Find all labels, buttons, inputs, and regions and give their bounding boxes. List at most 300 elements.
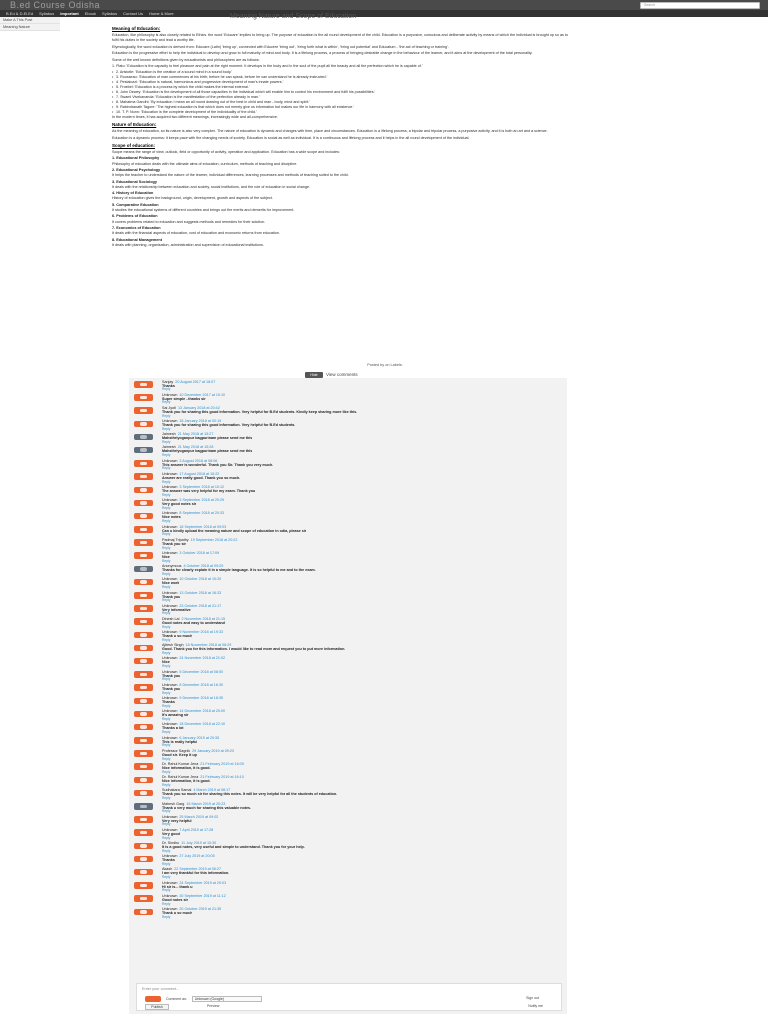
notify-me-checkbox[interactable]: Notify me bbox=[528, 1004, 543, 1008]
blogger-icon bbox=[134, 526, 153, 533]
scope-item-text: It helps the teacher to understand the nature of the learner, individual differences, learning processes and methods of teaching suited to the child. bbox=[112, 173, 349, 178]
comment-author[interactable]: Unknown bbox=[162, 893, 178, 898]
definitions-list bbox=[112, 70, 568, 115]
reply-link[interactable]: Reply bbox=[162, 624, 171, 629]
blogger-icon bbox=[134, 473, 153, 480]
user-avatar bbox=[134, 566, 153, 573]
scope-intro: Scope means the range of view, outlook, field or opportunity of activity, operation and application. Education has a wide scope and includes: bbox=[112, 149, 340, 154]
comment-text: Nice information, it is good. bbox=[162, 765, 211, 770]
comment bbox=[129, 404, 567, 417]
reply-link[interactable]: Reply bbox=[162, 782, 171, 787]
scope-item-text: It studies the educational systems of different countries and brings out the merits and demerits for improvement. bbox=[112, 207, 295, 212]
comment-date[interactable]: 3 September 2018 at 10:12 bbox=[179, 485, 225, 489]
nature-heading: Nature of Education: bbox=[112, 122, 157, 128]
scope-items bbox=[112, 156, 568, 247]
nature-paragraph: As the meaning of education, so its nature is also very complex. The nature of education is dynamic and changes with time, place and circumstances. Education is a lifelong process, a bipolar and tripolar process, a purposive activity, and it is both an art and a science. bbox=[112, 129, 548, 134]
comment-text: This is really helpful bbox=[162, 739, 198, 744]
blogger-icon bbox=[134, 513, 153, 520]
comment-date[interactable]: 17 August 2018 at 15:22 bbox=[179, 471, 220, 476]
reply-link[interactable]: Reply bbox=[162, 664, 171, 669]
scope-item-text: It deals with the relationship between education and society, social institutions, and the role of education in social change. bbox=[112, 184, 310, 189]
definition-item: • 8. Mahatma Gandhi: 'By education I mean an all round drawing out of the best in child and man - body, mind and spirit.' bbox=[112, 100, 568, 105]
scope-item-title: 7. Economics of Education bbox=[112, 226, 161, 231]
meaning-paragraph: Some of the well known definitions given by educationists and philosophers are as follows: bbox=[112, 57, 260, 62]
comment bbox=[129, 549, 567, 562]
comment-date[interactable]: 2 November 2018 at 21:15 bbox=[181, 616, 226, 621]
comments-section bbox=[129, 378, 567, 1014]
comment-author[interactable]: Unknown bbox=[162, 471, 178, 476]
comment-author[interactable]: Unknown bbox=[162, 709, 178, 714]
reply-link[interactable]: Reply bbox=[162, 611, 171, 616]
reply-link[interactable]: Reply bbox=[162, 914, 171, 919]
comment-text: Thanks bbox=[162, 858, 175, 863]
comment bbox=[129, 892, 567, 905]
comment-text: Nice information, it is good. bbox=[162, 779, 211, 784]
comment bbox=[129, 681, 567, 694]
comment-author[interactable]: Mahesh Garg bbox=[162, 801, 185, 806]
scope-item-title: 3. Educational Sociology bbox=[112, 179, 157, 184]
site-header bbox=[0, 0, 768, 10]
blogger-icon bbox=[134, 777, 153, 784]
comment-date[interactable]: 18 December 2018 at 22:10 bbox=[179, 722, 226, 727]
reply-link[interactable]: Reply bbox=[162, 743, 171, 748]
definition-item: • 3. Rousseau: 'Education of man commences at his birth; before he can speak, before he can understand he is already instructed.' bbox=[112, 75, 568, 80]
reply-link[interactable]: Reply bbox=[162, 690, 171, 695]
comment-text: Mahsthriyoganpur bagpurinam please send me this bbox=[162, 436, 253, 441]
comment-text: Very informative bbox=[162, 607, 191, 612]
comment-text: Thank you bbox=[162, 686, 181, 691]
blogger-icon bbox=[134, 421, 153, 428]
blogger-icon bbox=[134, 671, 153, 678]
blogger-icon bbox=[134, 605, 153, 612]
blogger-icon bbox=[134, 618, 153, 625]
nature-paragraph: Education is a dynamic process: it keeps pace with the changing needs of society. Education is social as well as individual. It is a continuous and lifelong process and it helps in the all round development of the individual. bbox=[112, 135, 470, 140]
comment-author[interactable]: Unknown bbox=[162, 814, 178, 819]
reply-link[interactable]: Reply bbox=[162, 413, 171, 418]
comment-text: Thanks a lot bbox=[162, 726, 184, 731]
reply-link[interactable]: Reply bbox=[162, 637, 171, 642]
comment-text: It's amazing sir bbox=[162, 713, 189, 718]
user-avatar bbox=[134, 803, 153, 810]
comment-date[interactable]: 9 November 2018 at 19:33 bbox=[179, 630, 224, 635]
comment bbox=[129, 629, 567, 642]
nav-item[interactable]: Syllabus bbox=[39, 10, 55, 16]
comment-text: Thanks bbox=[162, 383, 175, 388]
comment-date[interactable]: 10 December 2017 at 10:10 bbox=[179, 392, 226, 397]
comment-date[interactable]: 21 February 2019 at 16:09 bbox=[200, 761, 244, 766]
comment bbox=[129, 378, 567, 391]
reply-link[interactable]: Reply bbox=[162, 822, 171, 827]
comment-author[interactable]: Akash bbox=[162, 867, 173, 872]
comment-date[interactable]: 14 December 2018 at 20:00 bbox=[179, 709, 226, 714]
user-avatar bbox=[134, 434, 153, 441]
definition-item: • 10. T. P. Nunn: 'Education is the complete development of the individuality of the child.' bbox=[112, 110, 568, 115]
comment-text: Very very helpful bbox=[162, 818, 192, 823]
reply-link[interactable]: Reply bbox=[162, 519, 171, 524]
blogger-icon bbox=[134, 460, 153, 467]
comment-author[interactable]: Unknown bbox=[162, 682, 178, 687]
comment-text: This answer is wonderful. Thank you Sir. Thank you very much. bbox=[162, 462, 274, 467]
comment-header bbox=[162, 551, 219, 556]
sidebar-item[interactable]: Meaning Nature bbox=[0, 24, 60, 31]
blogger-icon bbox=[134, 895, 153, 902]
account-select[interactable]: Unknown (Google) bbox=[192, 996, 262, 1002]
reply-link[interactable]: Reply bbox=[162, 769, 171, 774]
comment-date[interactable]: 19 September 2018 at 20:22 bbox=[190, 537, 238, 542]
comment-text: Hi sir is... thank u bbox=[162, 884, 193, 889]
comment bbox=[129, 457, 567, 470]
comment-author[interactable]: Unknown bbox=[162, 511, 178, 516]
reply-link[interactable]: Reply bbox=[162, 571, 171, 576]
comment-date[interactable]: 20 October 2019 at 21:35 bbox=[179, 907, 222, 911]
comment-text: Thank you sir bbox=[162, 541, 186, 546]
comment-date[interactable]: 10 October 2018 at 10:20 bbox=[179, 577, 222, 582]
reply-link[interactable]: Reply bbox=[162, 796, 171, 801]
comment-text: Thank u so much bbox=[162, 634, 193, 639]
comment-as-row bbox=[145, 996, 262, 1002]
reply-link[interactable]: Reply bbox=[162, 387, 171, 392]
reply-link[interactable]: Reply bbox=[162, 888, 171, 893]
comment-date[interactable]: 20 August 2017 at 16:07 bbox=[175, 379, 216, 384]
comment-author[interactable]: Unknown bbox=[162, 603, 178, 608]
comment bbox=[129, 576, 567, 589]
comment-date[interactable]: 18 September 2018 at 09:03 bbox=[179, 524, 227, 529]
blogger-icon bbox=[134, 394, 153, 401]
definition-item: • 2. Aristotle: 'Education is the creation of a sound mind in a sound body.' bbox=[112, 70, 568, 75]
blogger-icon bbox=[134, 500, 153, 507]
comment bbox=[129, 760, 567, 773]
site-title[interactable]: B.ed Course Odisha bbox=[10, 0, 101, 10]
meaning-paragraphs bbox=[112, 33, 568, 69]
reply-link[interactable]: Reply bbox=[162, 703, 171, 708]
comment-date[interactable]: 11 July 2019 at 10:30 bbox=[181, 841, 217, 846]
comment bbox=[129, 866, 567, 879]
comment bbox=[129, 774, 567, 787]
reply-link[interactable]: Reply bbox=[162, 426, 171, 431]
blogger-icon bbox=[134, 658, 153, 665]
reply-link[interactable]: Reply bbox=[162, 545, 171, 550]
comment-date[interactable]: 18 January 2018 at 00:19 bbox=[179, 419, 222, 424]
definition-item: • 4. Pestalozzi: 'Education is natural, harmonious and progressive development of man's innate powers.' bbox=[112, 80, 568, 85]
definition-item: • 9. Rabindranath Tagore: 'The highest education is that which does not merely give us information but makes our life in harmony with all existence.' bbox=[112, 105, 568, 110]
reply-link[interactable]: Reply bbox=[162, 466, 171, 471]
comment-date[interactable]: 4 October 2018 at 09:29 bbox=[183, 564, 224, 569]
comment-date[interactable]: 24 September 2019 at 20:03 bbox=[179, 880, 227, 885]
comment-text: Thank u very much for sharing this valuable notes. bbox=[162, 805, 252, 810]
reply-link[interactable]: Reply bbox=[162, 585, 171, 590]
comment-author[interactable]: Unknown bbox=[162, 524, 178, 529]
comment bbox=[129, 589, 567, 602]
reply-link[interactable]: Reply bbox=[162, 848, 171, 853]
definition-item: • 5. Froebel: 'Education is a process by which the child makes the internal external.' bbox=[112, 85, 568, 90]
blogger-icon bbox=[134, 724, 153, 731]
comment-author[interactable]: Unknown bbox=[162, 458, 178, 463]
comment-author[interactable]: Unknown bbox=[162, 630, 178, 635]
comment-date[interactable]: 29 January 2019 at 09:23 bbox=[192, 748, 234, 753]
comment-date[interactable]: 4 March 2019 at 08:17 bbox=[193, 788, 231, 793]
comment bbox=[129, 615, 567, 628]
comment-text: Good sir. Keep it up bbox=[162, 752, 197, 757]
comment-text: Can u kindly upload the meaning nature and scope of education in odia, please sir bbox=[162, 528, 307, 533]
comment-input[interactable]: Enter your comment... bbox=[142, 987, 180, 991]
nav-item[interactable]: Ebook bbox=[84, 10, 97, 16]
comment bbox=[129, 523, 567, 536]
preview-button[interactable]: Preview bbox=[207, 1004, 220, 1008]
comment bbox=[129, 431, 567, 444]
reply-link[interactable]: Reply bbox=[162, 440, 171, 445]
comment-text: Very good bbox=[162, 831, 180, 836]
reply-link[interactable]: Reply bbox=[162, 901, 171, 906]
comment-date[interactable]: 30 September 2019 at 11:12 bbox=[179, 893, 226, 898]
comment-text: It is a good notes, very useful and simple to understand. Thank you for your help. bbox=[162, 845, 305, 850]
reply-link[interactable]: Reply bbox=[162, 453, 171, 458]
hide-comments-button[interactable]: Hide bbox=[305, 372, 323, 378]
comment-date[interactable]: 21 May 2018 at 15:27 bbox=[177, 432, 214, 437]
blogger-icon bbox=[134, 909, 153, 916]
comment-date[interactable]: 3 October 2018 at 17:09 bbox=[179, 550, 220, 555]
reply-link[interactable]: Reply bbox=[162, 479, 171, 484]
comment-author[interactable]: Unknown bbox=[162, 485, 178, 489]
scope-heading: Scope of education: bbox=[112, 142, 156, 148]
comment-author[interactable]: Unknown bbox=[162, 827, 178, 832]
blogger-icon bbox=[134, 737, 153, 744]
comment-form bbox=[136, 983, 562, 1011]
comment-date[interactable]: 25 March 2019 at 09:02 bbox=[179, 814, 219, 819]
comment-date[interactable]: 15 March 2019 at 20:23 bbox=[186, 801, 226, 806]
comment-author[interactable]: Unknown bbox=[162, 498, 178, 503]
blogger-icon bbox=[134, 539, 153, 546]
blogger-icon bbox=[134, 487, 153, 494]
comment-date[interactable]: 7 April 2019 at 17:28 bbox=[179, 827, 214, 832]
blogger-icon bbox=[134, 381, 153, 388]
user-avatar bbox=[134, 447, 153, 454]
comment-author[interactable]: Unknown bbox=[162, 669, 178, 674]
comment-date[interactable]: 22 September 2019 at 06:27 bbox=[174, 867, 221, 872]
comment-header bbox=[162, 656, 225, 661]
comment bbox=[129, 800, 567, 813]
reply-link[interactable]: Reply bbox=[162, 716, 171, 721]
comment bbox=[129, 418, 567, 431]
reply-link[interactable]: Reply bbox=[162, 730, 171, 735]
definition-item: • 7. Swami Vivekananda: 'Education is the manifestation of the perfection already in man.' bbox=[112, 95, 568, 100]
blogger-icon bbox=[134, 843, 153, 850]
meaning-paragraph: 1. Plato: 'Education is the capacity to feel pleasure and pain at the right moment. It develops in the body and in the soul of the pupil all the beauty and all the perfection which he is capable of.' bbox=[112, 63, 423, 68]
comment-author[interactable]: Jaimesh bbox=[162, 445, 176, 450]
comment-author[interactable]: Unknown bbox=[162, 696, 178, 700]
comment bbox=[129, 813, 567, 826]
comment-date[interactable]: 8 December 2018 at 16:30 bbox=[179, 682, 224, 687]
blogger-icon bbox=[134, 698, 153, 705]
comment-date[interactable]: 8 September 2018 at 20:33 bbox=[179, 511, 225, 516]
blogger-icon bbox=[134, 750, 153, 757]
blogger-icon bbox=[134, 816, 153, 823]
comment-text: I am very thankful for this information. bbox=[162, 871, 230, 876]
comment-text: Thank you bbox=[162, 594, 181, 599]
comment-author[interactable]: Anonymous bbox=[162, 564, 182, 569]
scope-item-text: It deals with the financial aspects of education, cost of education and economic returns from education. bbox=[112, 231, 280, 236]
blogger-icon bbox=[134, 579, 153, 586]
comment-author[interactable]: Professor Sagnik bbox=[162, 748, 191, 753]
comment-date[interactable]: 23 October 2018 at 21:17 bbox=[179, 603, 222, 608]
nature-paragraphs bbox=[112, 129, 568, 140]
comment-author[interactable]: Unknown bbox=[162, 735, 178, 740]
comment bbox=[129, 787, 567, 800]
meaning-paragraph: Etymologically, the word education is derived from: Educare (Latin) 'bring up', connected with Educere 'bring out', 'bring forth what is within', 'bring out potential' and Educatum - 'the act of teaching or training'. bbox=[112, 44, 449, 49]
reply-link[interactable]: Reply bbox=[162, 677, 171, 682]
reply-link[interactable]: Reply bbox=[162, 400, 171, 405]
reply-link[interactable]: Reply bbox=[162, 558, 171, 563]
comment-author[interactable]: Dr. Rahul Kumar Jena bbox=[162, 775, 199, 780]
blogger-icon bbox=[134, 645, 153, 652]
meaning-heading: Meaning of Education: bbox=[112, 26, 161, 31]
scope-item-title: 5. Comparative Education bbox=[112, 202, 159, 207]
blogger-icon bbox=[145, 996, 161, 1002]
comment-text: The answer was very helpful for my exam. Thank you bbox=[162, 489, 256, 493]
comment-text: Mahsthriyoganpur bagpurinam please send me this bbox=[162, 449, 253, 454]
scope-item-title: 6. Problems of Education bbox=[112, 214, 158, 219]
reply-link[interactable]: Reply bbox=[162, 651, 171, 656]
blogger-icon bbox=[134, 869, 153, 876]
meaning-paragraph: Education, like philosophy is also closely related to Ethics. the word 'Educare' implies to bring up. The purpose of education is the all round development of the child. Education is a purposive, conscious and deliberate activity by means of which the individual is brought up so as to fulfil his duties in the society and lead a worthy life. bbox=[112, 33, 568, 43]
nav-item[interactable]: Home & More bbox=[148, 10, 174, 16]
comment-text: Thank you for sharing this good information. Very helpful for B.Ed students. bbox=[162, 423, 296, 428]
comment-date[interactable]: 6 January 2019 at 20:35 bbox=[179, 735, 220, 740]
nav-item[interactable]: Syllabus bbox=[102, 10, 118, 16]
scope-item-title: 1. Educational Philosophy bbox=[112, 156, 160, 161]
comment-date[interactable]: 13 January 2018 at 20:42 bbox=[177, 405, 220, 410]
blogger-icon bbox=[134, 552, 153, 559]
reply-link[interactable]: Reply bbox=[162, 532, 171, 537]
comment-author[interactable]: Unknown bbox=[162, 880, 178, 885]
comment-author[interactable]: Sudhakara Samal bbox=[162, 788, 192, 793]
comment-author[interactable]: Ajitesh Singh bbox=[162, 643, 184, 648]
comment bbox=[129, 642, 567, 655]
comment-author[interactable]: Padmaj Tripathy bbox=[162, 537, 189, 542]
comment-date[interactable]: 3 September 2018 at 20:29 bbox=[179, 498, 225, 503]
comment-author[interactable]: Dinesh Lal bbox=[162, 616, 180, 621]
nav-item[interactable]: Contact Us bbox=[123, 10, 143, 16]
comment-date[interactable]: 24 November 2018 at 21:02 bbox=[179, 656, 226, 661]
comment bbox=[129, 602, 567, 615]
comment-text: Answer are really good. Thank you so much. bbox=[162, 475, 241, 480]
comment-author[interactable]: Unknown bbox=[162, 419, 178, 424]
posted-by: Posted by on Labels: bbox=[367, 363, 403, 367]
scope-item-text: History of education gives the background, origin, development, growth and aspects of the subject. bbox=[112, 196, 273, 201]
comment-author[interactable]: Unknown bbox=[162, 577, 178, 582]
meaning-paragraph: Education is the progressive effort to help the individual to develop and grow to full maturity of mind and body. It is a lifelong process, a process of bringing desirable change in the behaviour of the learner, and it aims at the development of the total personality. bbox=[112, 51, 533, 56]
comment-author[interactable]: Dr. Rahul Kumar Jena bbox=[162, 761, 199, 766]
comment-date[interactable]: 13 October 2018 at 16:33 bbox=[179, 590, 222, 595]
blogger-icon bbox=[134, 592, 153, 599]
reply-link[interactable]: Reply bbox=[162, 875, 171, 880]
reply-link[interactable]: Reply bbox=[162, 492, 171, 497]
comment-text: Good notes and easy to understand bbox=[162, 620, 225, 625]
comment-text: Nice bbox=[162, 660, 170, 665]
publish-button[interactable]: Publish bbox=[145, 1004, 169, 1010]
blogger-icon bbox=[134, 684, 153, 691]
comment-date[interactable]: 9 December 2018 at 18:35 bbox=[179, 696, 224, 700]
scope-item-text: It deals with planning, organisation, administration and supervision of educational institutions. bbox=[112, 242, 264, 247]
comment-author[interactable]: Jaimesh bbox=[162, 432, 176, 437]
comment-as-label: Comment as: bbox=[166, 996, 187, 1001]
reply-link[interactable]: Reply bbox=[162, 809, 171, 814]
comment-text: Thank you so much sir for sharing this notes. It will be very helpful for all the students of education. bbox=[162, 792, 338, 797]
comment-text: Thanks bbox=[162, 700, 175, 704]
comment bbox=[129, 484, 567, 497]
sidebar-item[interactable]: Make A This Post bbox=[0, 17, 60, 24]
reply-link[interactable]: Reply bbox=[162, 756, 171, 761]
comment-author[interactable]: Unknown bbox=[162, 722, 178, 727]
comment-date[interactable]: 18 November 2018 at 08:29 bbox=[185, 643, 232, 648]
comment-text: Nice notes bbox=[162, 515, 181, 520]
reply-link[interactable]: Reply bbox=[162, 505, 171, 510]
comment-author[interactable]: Unknown bbox=[162, 656, 178, 661]
comment-text: Good. Thank you for this information. I would like to read more and request you to put more information. bbox=[162, 647, 346, 652]
comment bbox=[129, 853, 567, 866]
comment bbox=[129, 668, 567, 681]
comment-date[interactable]: 21 May 2018 at 15:28 bbox=[177, 445, 214, 450]
nav-items bbox=[6, 12, 174, 16]
scope-item-title: 2. Educational Psychology bbox=[112, 168, 161, 172]
blogger-icon bbox=[134, 711, 153, 718]
comment bbox=[129, 840, 567, 853]
reply-link[interactable]: Reply bbox=[162, 862, 171, 867]
view-comments-label[interactable]: View comments bbox=[326, 372, 358, 377]
nav-item[interactable]: Important bbox=[60, 10, 79, 16]
reply-link[interactable]: Reply bbox=[162, 598, 171, 603]
summary-text: In the modern times, it has acquired two different meanings, increasingly wide and all-comprehensive. bbox=[112, 115, 278, 120]
comment-author[interactable]: Sai Jyoti bbox=[162, 405, 176, 410]
reply-link[interactable]: Reply bbox=[162, 835, 171, 840]
comment bbox=[129, 695, 567, 708]
comment-date[interactable]: 3 August 2018 at 08:06 bbox=[179, 458, 218, 463]
blogger-icon bbox=[134, 407, 153, 414]
comment bbox=[129, 391, 567, 404]
article bbox=[112, 24, 568, 249]
sign-out-link[interactable]: Sign out bbox=[526, 996, 539, 1000]
comment-text: Super simple ..thanks sir bbox=[162, 396, 206, 401]
search-input[interactable]: Search bbox=[640, 2, 760, 9]
blogger-icon bbox=[134, 790, 153, 797]
comment bbox=[129, 655, 567, 668]
comment-author[interactable]: Unknown bbox=[162, 907, 178, 911]
comment-text: Thank you for sharing this good information. Very helpful for B.Ed students. Kindly keep sharing more like this. bbox=[162, 409, 358, 414]
comment bbox=[129, 536, 567, 549]
definition-item: • 6. John Dewey: 'Education is the development of all those capacities in the individual which will enable him to control his environment and fulfil his possibilities.' bbox=[112, 90, 568, 95]
comment-author[interactable]: Sanjay bbox=[162, 379, 174, 384]
comment-text: Thanks for clearly explain it in a simple language. It is so helpful to me and to the exam. bbox=[162, 568, 316, 573]
blogger-icon bbox=[134, 856, 153, 863]
comment bbox=[129, 563, 567, 576]
comment bbox=[129, 734, 567, 747]
comment-author[interactable]: Unknown bbox=[162, 854, 178, 859]
scope-item-title: 8. Educational Management bbox=[112, 237, 163, 242]
comment bbox=[129, 470, 567, 483]
blogger-icon bbox=[134, 882, 153, 889]
comment-author[interactable]: Dr. Sindhu bbox=[162, 841, 180, 846]
comment bbox=[129, 721, 567, 734]
comment bbox=[129, 708, 567, 721]
comment-date[interactable]: 21 February 2019 at 16:10 bbox=[200, 775, 244, 780]
comment-text: Nice work bbox=[162, 581, 180, 586]
comment-author[interactable]: Unknown bbox=[162, 392, 178, 397]
nav-item[interactable]: B.Ed & D.El.Ed bbox=[6, 10, 34, 16]
comment-author[interactable]: Unknown bbox=[162, 550, 178, 555]
comment-date[interactable]: 5 December 2018 at 08:00 bbox=[179, 669, 224, 674]
comment-text: Good notes sir bbox=[162, 897, 189, 902]
comment-author[interactable]: Unknown bbox=[162, 590, 178, 595]
comment-date[interactable]: 27 July 2019 at 20:05 bbox=[179, 854, 215, 859]
